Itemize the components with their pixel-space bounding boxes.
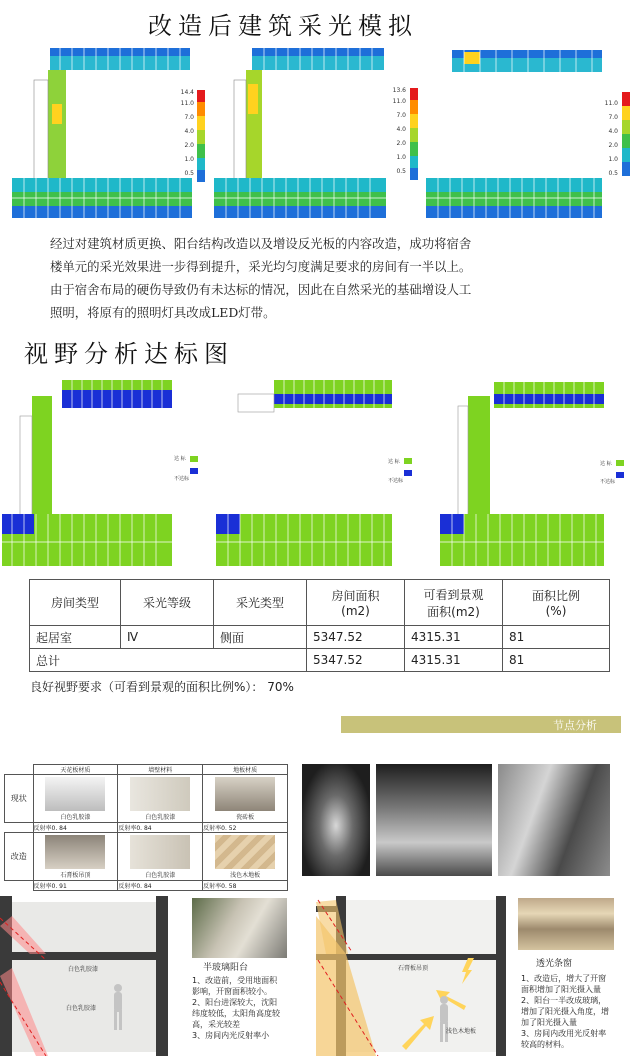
label-before-mid: 白色乳胶漆 bbox=[66, 1005, 97, 1012]
legend-b-label: 1.0 bbox=[396, 154, 406, 161]
legend-c-label: 0.5 bbox=[608, 170, 618, 177]
legend-a-label: 0.5 bbox=[184, 170, 194, 177]
light-strip-window-photo bbox=[518, 898, 614, 950]
mat-name: 石膏板吊顶 bbox=[60, 872, 91, 879]
notes-before bbox=[192, 975, 292, 1041]
legend-swatch-fail bbox=[190, 468, 198, 474]
legend-c-label: 2.0 bbox=[608, 142, 618, 149]
mat-row-after bbox=[5, 833, 288, 881]
mat-header: 墙壁材料 bbox=[118, 765, 203, 775]
note-line: 面积增加了阳光摄入量 bbox=[521, 985, 601, 994]
table-cell: 5347.52 bbox=[307, 649, 405, 672]
note-line: 加了阳光摄入量 bbox=[521, 1018, 577, 1027]
wall-after-image bbox=[130, 835, 190, 869]
material-table bbox=[4, 764, 288, 891]
floor-after-image bbox=[215, 835, 275, 869]
mat-name: 瓷砖板 bbox=[236, 814, 255, 821]
legend-label-fail: 不达标 bbox=[174, 476, 190, 482]
legend-c-label: 4.0 bbox=[608, 128, 618, 135]
legend-swatch-ok bbox=[616, 460, 624, 466]
mat-name: 白色乳胶漆 bbox=[145, 814, 176, 821]
legend-swatch-fail bbox=[404, 470, 412, 476]
note-line: 高，采光较差 bbox=[192, 1020, 240, 1029]
floor-now-image bbox=[215, 777, 275, 811]
legend-a-label: 4.0 bbox=[184, 128, 194, 135]
legend-b-label: 13.6 bbox=[392, 87, 406, 94]
note-line: 纬度较低，太阳角高度较 bbox=[192, 1009, 280, 1018]
mat-name: 白色乳胶漆 bbox=[145, 872, 176, 879]
banner-label: 节点分析 bbox=[553, 719, 597, 732]
mat-name: 白色乳胶漆 bbox=[60, 814, 91, 821]
mat-refl: 反射率0. 84 bbox=[118, 881, 203, 891]
table-header: 采光类型 bbox=[214, 580, 307, 626]
legend-label-ok: 达 标 bbox=[388, 459, 400, 465]
wall-now-image bbox=[130, 777, 190, 811]
legend-a-label: 7.0 bbox=[184, 114, 194, 121]
caption-light-strip-window: 透光条窗 bbox=[536, 959, 573, 969]
mat-name: 浅色木地板 bbox=[230, 872, 261, 879]
notes-after bbox=[521, 973, 635, 1050]
note-line: 3、房间内改用光反射率 bbox=[521, 1029, 607, 1038]
legend-label-fail: 不达标 bbox=[388, 478, 404, 484]
legend-a-label: 11.0 bbox=[180, 100, 194, 107]
mat-header: 地板材质 bbox=[203, 765, 288, 775]
table-row bbox=[30, 649, 610, 672]
mat-refl: 反射率0. 52 bbox=[203, 823, 288, 833]
legend-b-label: 0.5 bbox=[396, 168, 406, 175]
daylight-paragraph bbox=[50, 232, 610, 324]
mat-header-row bbox=[5, 765, 288, 775]
table-footnote: 良好视野要求（可看到景观的面积比例%）： 70% bbox=[30, 680, 294, 694]
paragraph-line: 由于宿舍布局的硬伤导致仍有未达标的情况，因此在自然采光的基础增设人工 bbox=[50, 282, 472, 297]
daylight-plan-a bbox=[8, 44, 198, 224]
table-cell: 起居室 bbox=[30, 626, 121, 649]
row-label-now: 现状 bbox=[5, 775, 34, 823]
legend-b-label: 11.0 bbox=[392, 98, 406, 105]
table-cell: 侧面 bbox=[214, 626, 307, 649]
corridor-photo bbox=[302, 764, 370, 876]
table-header: 房间面积 (m2) bbox=[307, 580, 405, 626]
table-cell: Ⅳ bbox=[121, 626, 214, 649]
row-label-after: 改造 bbox=[5, 833, 34, 881]
note-line: 1、改造前，受用地面积 bbox=[192, 976, 278, 985]
mat-refl: 反射率0. 58 bbox=[203, 881, 288, 891]
view-plan-a bbox=[0, 376, 176, 572]
view-plan-c bbox=[438, 376, 608, 572]
view-plan-b bbox=[214, 376, 396, 572]
paragraph-line: 经过对建筑材质更换、阳台结构改造以及增设反光板的内容改造，成功将宿舍 bbox=[50, 236, 472, 251]
mat-refl-row bbox=[5, 823, 288, 833]
table-header-row bbox=[30, 580, 610, 626]
mat-header: 天花板材质 bbox=[33, 765, 118, 775]
ceiling-now-image bbox=[45, 777, 105, 811]
table-cell: 总计 bbox=[30, 649, 307, 672]
legend-swatch-ok bbox=[404, 458, 412, 464]
note-line: 2、阳台一半改成玻璃， bbox=[521, 996, 607, 1005]
mat-row-now bbox=[5, 775, 288, 823]
bunk-room-photo bbox=[498, 764, 610, 876]
section-diagram-after bbox=[316, 896, 514, 1056]
note-line: 1、改造后，增大了开窗 bbox=[521, 974, 607, 983]
legend-label-ok: 达 标 bbox=[600, 461, 612, 467]
legend-c-label: 7.0 bbox=[608, 114, 618, 121]
note-line: 2、阳台进深较大，沈阳 bbox=[192, 998, 278, 1007]
section-diagram-before bbox=[0, 896, 190, 1056]
table-header: 房间类型 bbox=[30, 580, 121, 626]
note-line: 影响，开窗面积较小。 bbox=[192, 987, 272, 996]
paragraph-line: 楼单元的采光效果进一步得到提升，采光均匀度满足要求的房间有一半以上。 bbox=[50, 259, 472, 274]
legend-label-fail: 不达标 bbox=[600, 479, 616, 485]
caption-half-glass-balcony: 半玻璃阳台 bbox=[203, 963, 249, 973]
table-cell: 4315.31 bbox=[405, 649, 503, 672]
paragraph-line: 照明，将原有的照明灯具改成LED灯带。 bbox=[50, 305, 276, 320]
half-glass-balcony-photo bbox=[192, 898, 287, 958]
legend-b-label: 7.0 bbox=[396, 112, 406, 119]
label-after-top: 石膏板吊顶 bbox=[398, 965, 429, 972]
view-analysis-table bbox=[29, 579, 610, 672]
mat-refl: 反射率0. 84 bbox=[33, 823, 118, 833]
label-before-top: 白色乳胶漆 bbox=[68, 966, 99, 973]
daylight-plan-c bbox=[424, 44, 604, 224]
section-title-view: 视野分析达标图 bbox=[24, 340, 234, 368]
note-line: 增加了阳光摄入角度，增 bbox=[521, 1007, 609, 1016]
mat-refl: 反射率0. 84 bbox=[118, 823, 203, 833]
legend-swatch-fail bbox=[616, 472, 624, 478]
legend-a-label: 2.0 bbox=[184, 142, 194, 149]
table-header: 采光等级 bbox=[121, 580, 214, 626]
legend-a-label: 1.0 bbox=[184, 156, 194, 163]
table-header: 面积比例 (%) bbox=[503, 580, 610, 626]
legend-b-label: 4.0 bbox=[396, 126, 406, 133]
mat-refl: 反射率0. 91 bbox=[33, 881, 118, 891]
node-analysis-banner bbox=[341, 716, 621, 733]
table-cell: 5347.52 bbox=[307, 626, 405, 649]
legend-b-label: 2.0 bbox=[396, 140, 406, 147]
legend-swatch-ok bbox=[190, 456, 198, 462]
dorm-room-photo bbox=[376, 764, 492, 876]
section-title-daylight: 改造后建筑采光模拟 bbox=[148, 12, 418, 40]
note-line: 较高的材料。 bbox=[521, 1040, 569, 1049]
mat-refl-row bbox=[5, 881, 288, 891]
table-cell: 4315.31 bbox=[405, 626, 503, 649]
note-line: 3、房间内光反射率小 bbox=[192, 1031, 270, 1040]
label-after-floor: 浅色木地板 bbox=[446, 1028, 477, 1035]
legend-c-label: 11.0 bbox=[604, 100, 618, 107]
table-cell: 81 bbox=[503, 649, 610, 672]
legend-label-ok: 达 标 bbox=[174, 456, 186, 462]
table-row bbox=[30, 626, 610, 649]
table-header: 可看到景观 面积(m2) bbox=[405, 580, 503, 626]
ceiling-after-image bbox=[45, 835, 105, 869]
table-cell: 81 bbox=[503, 626, 610, 649]
legend-c-label: 1.0 bbox=[608, 156, 618, 163]
daylight-plan-b bbox=[210, 44, 390, 224]
legend-a-label: 14.4 bbox=[180, 89, 194, 96]
